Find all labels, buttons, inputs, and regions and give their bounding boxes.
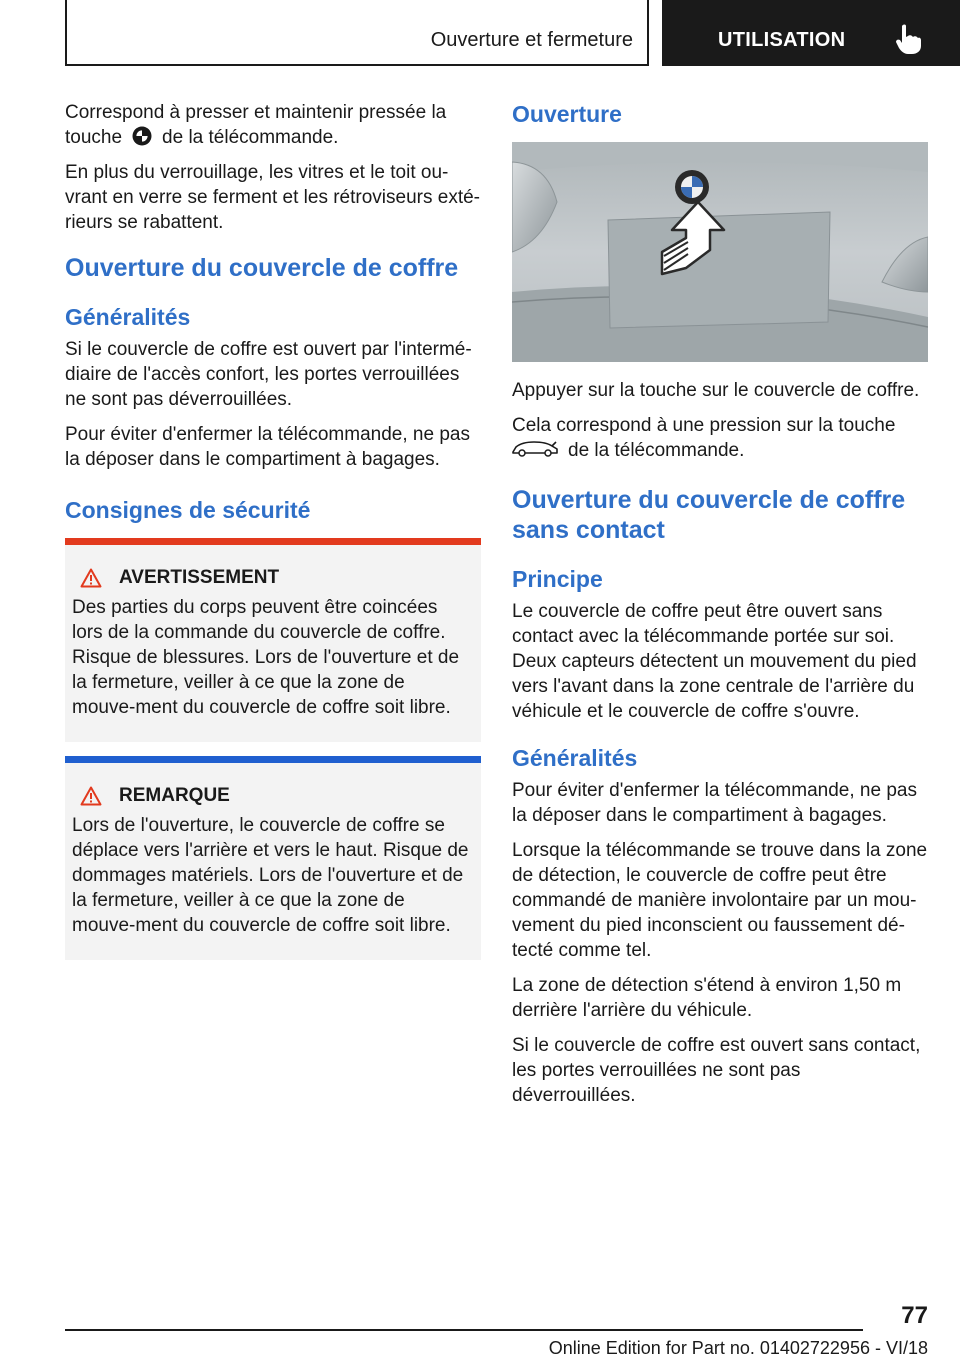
trunk-lid-illustration [512,142,928,362]
header-chapter-title: UTILISATION [718,29,846,51]
pointing-hand-icon [896,24,922,54]
note-text: Lors de l'ouverture, le couvercle de coffre se déplace vers l'arrière et vers le haut. Risque de dommages matériels. Lors de l'ouverture et de la fermeture, veiller à ce que la zone de mouve-ment du couvercle de coffre soit libre. [72,815,469,936]
bmw-logo-key-icon [132,126,152,146]
paragraph: Appuyer sur la touche sur le couvercle de coffre. [512,380,920,401]
paragraph: Pour éviter d'enfermer la télécommande, ne pas la déposer dans le compartiment à bagages. [512,780,917,826]
header-section-box [65,0,649,66]
paragraph: Lorsque la télécommande se trouve dans la zone de détection, le couvercle de coffre peut être commandé de manière involontaire par un mou-vement du pied inconscient ou faussement dé-tecté comme tel. [512,840,928,961]
paragraph: Le couvercle de coffre peut être ouvert sans contact avec la télécommande portée sur soi. Deux capteurs détectent un mouvement du pied vers l'avant dans la zone centrale de l'arrière du véhicule et le couvercle de coffre s'ouvre. [512,601,917,722]
warning-box [65,538,481,742]
paragraph-text: Correspond à presser et maintenir pressée la [65,102,447,123]
paragraph-text: touche [65,127,123,148]
heading-principle: Principe [512,566,603,592]
paragraph [65,100,481,150]
page-number: 77 [901,1302,928,1329]
paragraph [512,413,928,463]
warning-text: Des parties du corps peuvent être coincées lors de la commande du couvercle de coffre. Risque de blessures. Lors de l'ouverture et de la fermeture, veiller à ce que la zone de mouve-ment du couvercle de coffre soit libre. [72,597,460,718]
paragraph-text: de la télécommande. [568,440,745,461]
header-chapter-box [662,0,960,66]
warning-header [72,567,473,589]
paragraph-text: de la télécommande. [162,127,339,148]
paragraph: Si le couvercle de coffre est ouvert sans contact, les portes verrouillées ne sont pas déverrouillées. [512,1035,921,1106]
warning-triangle-icon [80,568,102,588]
caution-triangle-icon [80,786,102,806]
paragraph-text: Cela correspond à une pression sur la touche [512,415,896,436]
footer-divider [65,1329,863,1331]
heading-general: Généralités [65,304,191,330]
heading-general: Généralités [512,745,638,771]
note-title: REMARQUE [119,785,230,806]
paragraph: En plus du verrouillage, les vitres et le toit ou-vrant en verre se ferment et les rétroviseurs exté-rieurs se rabattent. [65,162,480,233]
paragraph: Pour éviter d'enfermer la télécommande, ne pas la déposer dans le compartiment à bagages. [65,424,470,470]
paragraph: Si le couvercle de coffre est ouvert par l'intermé-diaire de l'accès confort, les portes verrouillées ne sont pas déverrouillées. [65,339,472,410]
heading-contactless-opening: Ouverture du couvercle de coffre sans contact [512,486,906,544]
warning-title: AVERTISSEMENT [119,567,280,588]
car-trunk-key-icon [512,440,558,458]
right-column [512,100,928,1118]
page-header [0,0,960,66]
heading-opening: Ouverture [512,101,622,127]
paragraph: La zone de détection s'étend à environ 1,50 m derrière l'arrière du véhicule. [512,975,902,1021]
edition-footer: Online Edition for Part no. 01402722956 - VI/18 [548,1338,928,1358]
header-section-title: Ouverture et fermeture [430,29,633,51]
note-header [72,785,473,807]
left-column [65,100,481,960]
heading-safety: Consignes de sécurité [65,497,311,523]
note-box [65,756,481,960]
heading-trunk-opening: Ouverture du couvercle de coffre [65,254,459,282]
